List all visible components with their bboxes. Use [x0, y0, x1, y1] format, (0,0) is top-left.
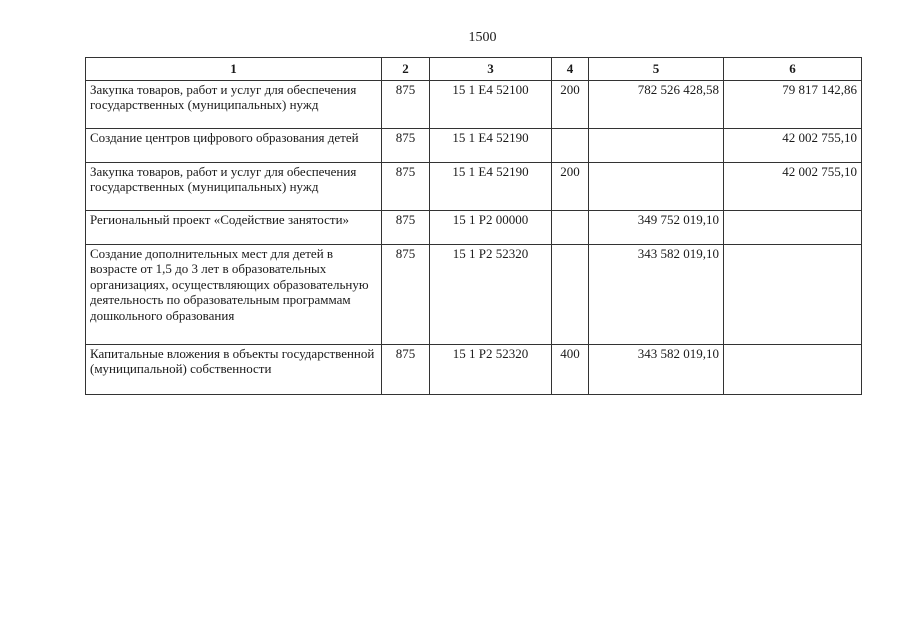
row-csr: 15 1 Р2 00000 — [430, 210, 552, 244]
row-code: 875 — [382, 344, 430, 394]
row-sum-1: 343 582 019,10 — [589, 244, 724, 344]
row-sum-2 — [724, 210, 862, 244]
row-name: Закупка товаров, работ и услуг для обеспечения государственных (муниципальных) нужд — [86, 80, 382, 128]
row-vr: 400 — [552, 344, 589, 394]
row-sum-2 — [724, 244, 862, 344]
row-sum-1 — [589, 162, 724, 210]
row-name: Закупка товаров, работ и услуг для обеспечения государственных (муниципальных) нужд — [86, 162, 382, 210]
row-sum-2: 42 002 755,10 — [724, 162, 862, 210]
table-header-row — [86, 58, 862, 81]
table-row — [86, 162, 862, 210]
row-name: Региональный проект «Содействие занятости» — [86, 210, 382, 244]
row-code: 875 — [382, 210, 430, 244]
row-sum-2: 79 817 142,86 — [724, 80, 862, 128]
column-header: 4 — [552, 58, 589, 81]
table-row — [86, 210, 862, 244]
row-name: Создание центров цифрового образования детей — [86, 128, 382, 162]
row-sum-2: 42 002 755,10 — [724, 128, 862, 162]
row-code: 875 — [382, 128, 430, 162]
column-header: 3 — [430, 58, 552, 81]
row-code: 875 — [382, 162, 430, 210]
table-row — [86, 344, 862, 394]
row-code: 875 — [382, 80, 430, 128]
row-vr — [552, 244, 589, 344]
row-sum-1 — [589, 128, 724, 162]
column-header: 5 — [589, 58, 724, 81]
row-csr: 15 1 Е4 52190 — [430, 162, 552, 210]
row-vr — [552, 210, 589, 244]
page-number: 1500 — [468, 30, 497, 45]
row-sum-2 — [724, 344, 862, 394]
column-header: 2 — [382, 58, 430, 81]
row-name: Капитальные вложения в объекты государственной (муниципальной) собственности — [86, 344, 382, 394]
row-csr: 15 1 Е4 52100 — [430, 80, 552, 128]
row-vr — [552, 128, 589, 162]
table-row — [86, 80, 862, 128]
row-csr: 15 1 Р2 52320 — [430, 244, 552, 344]
row-name: Создание дополнительных мест для детей в возрасте от 1,5 до 3 лет в образовательных организациях, осуществляющих образовательную деятельность по образовательным программам дошкольного образования — [86, 244, 382, 344]
row-code: 875 — [382, 244, 430, 344]
row-sum-1: 782 526 428,58 — [589, 80, 724, 128]
row-sum-1: 343 582 019,10 — [589, 344, 724, 394]
column-header: 6 — [724, 58, 862, 81]
column-header: 1 — [86, 58, 382, 81]
row-csr: 15 1 Р2 52320 — [430, 344, 552, 394]
row-sum-1: 349 752 019,10 — [589, 210, 724, 244]
budget-table — [85, 57, 862, 395]
row-vr: 200 — [552, 80, 589, 128]
row-csr: 15 1 Е4 52190 — [430, 128, 552, 162]
table-row — [86, 128, 862, 162]
row-vr: 200 — [552, 162, 589, 210]
table-row — [86, 244, 862, 344]
